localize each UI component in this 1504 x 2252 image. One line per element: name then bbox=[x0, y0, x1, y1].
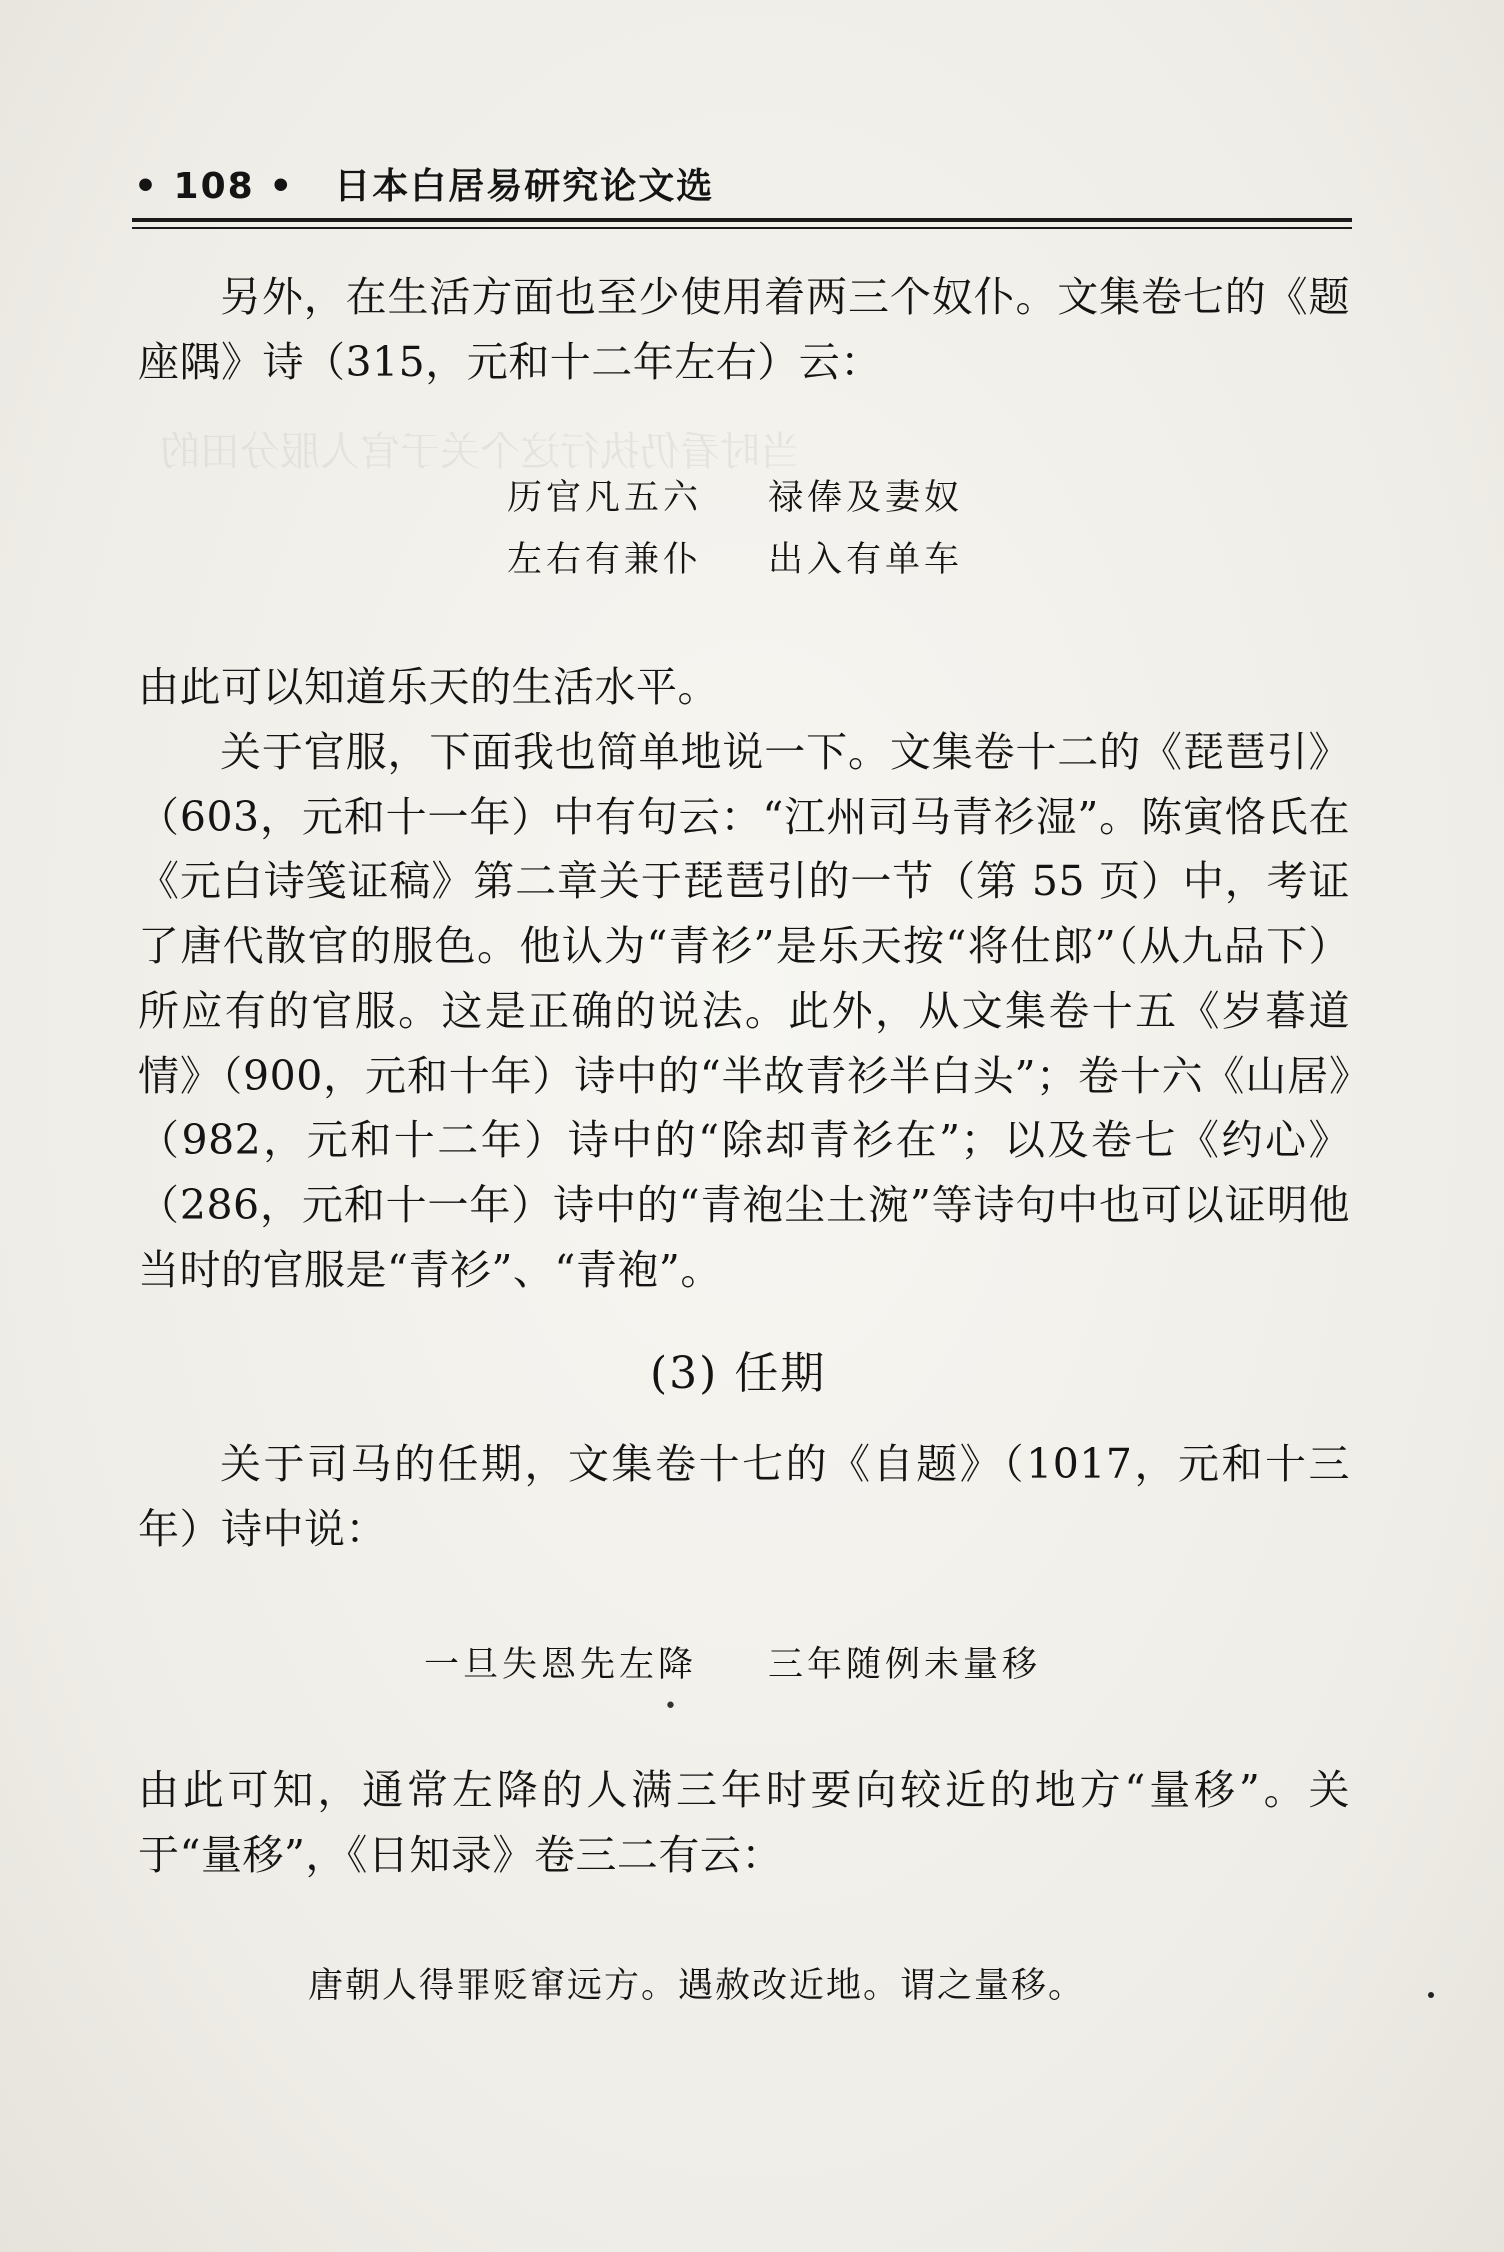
header-rule-thick bbox=[132, 218, 1352, 222]
verse-line: 历官凡五六 bbox=[507, 478, 703, 518]
paragraph-term: 关于司马的任期，文集卷十七的《自题》（1017，元和十三年）诗中说： bbox=[138, 1440, 1350, 1553]
verse-line: 出入有单车 bbox=[768, 540, 964, 580]
stray-mark: • bbox=[664, 1694, 677, 1719]
stray-dot bbox=[1428, 1992, 1434, 1998]
paragraph-official-dress: 关于官服，下面我也简单地说一下。文集卷十二的《琵琶引》（603，元和十一年）中有句云：“江州司马青衫湿”。陈寅恪氏在《元白诗笺证稿》第二章关于琵琶引的一节（第 55 页）中，考证了唐代散官的服色。他认为“青衫”是乐天按“将仕郎”（从九品下）所应有的官服。这是正确的说法。此外，从文集卷十五《岁暮道情》（900，元和十年）诗中的“半故青衫半白头”；卷十六《山居》（982，元和十二年）诗中的“除却青衫在”；以及卷七《约心》（286，元和十一年）诗中的“青袍尘土涴”等诗句中也可以证明他当时的官服是“青衫”、“青袍”。 bbox=[138, 728, 1350, 1294]
verse-line: 禄俸及妻奴 bbox=[768, 478, 964, 518]
paragraph-liangyi: 由此可知，通常左降的人满三年时要向较近的地方“量移”。关于“量移”，《日知录》卷三二有云： bbox=[138, 1766, 1350, 1879]
book-title: 日本白居易研究论文选 bbox=[334, 166, 715, 207]
section-heading: (3) 任期 bbox=[650, 1348, 827, 1399]
verse-line: 左右有兼仆 bbox=[507, 540, 703, 580]
running-header bbox=[134, 158, 1350, 209]
bleed-through-text: 当时看仍执行这个关于官人服分田的 bbox=[160, 429, 800, 475]
verse-line: 三年随例未量移 bbox=[768, 1645, 1042, 1685]
verse-line: 一旦失恩先左降 bbox=[424, 1645, 698, 1685]
header-rule-thin bbox=[132, 227, 1352, 229]
paragraph-servants: 另外，在生活方面也至少使用着两三个奴仆。文集卷七的《题座隅》诗（315，元和十二年左右）云： bbox=[138, 273, 1350, 386]
page-number: • 108 • bbox=[134, 166, 295, 207]
paragraph-living-standard: 由此可以知道乐天的生活水平。 bbox=[138, 663, 719, 711]
quotation-line: 唐朝人得罪贬窜远方。遇赦改近地。谓之量移。 bbox=[308, 1966, 1086, 2006]
